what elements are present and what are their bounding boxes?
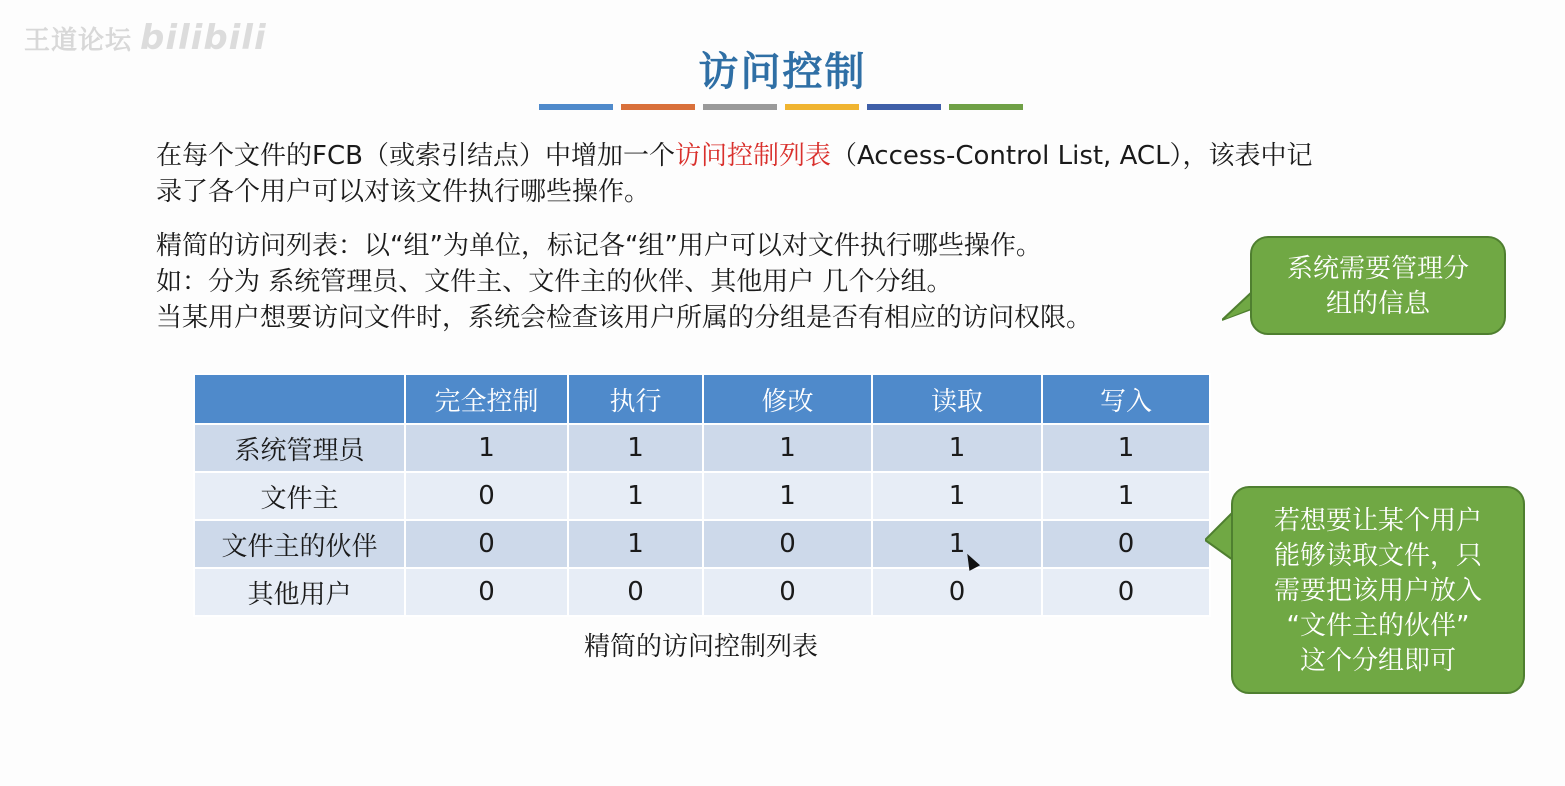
- title-bar-6: [949, 104, 1023, 110]
- callout-group-info: 系统需要管理分 组的信息: [1250, 236, 1506, 335]
- table-cell: 1: [1042, 424, 1210, 472]
- title-bar-3: [703, 104, 777, 110]
- table-cell: 1: [872, 424, 1042, 472]
- table-row: [194, 568, 1210, 616]
- table-cell: 1: [872, 520, 1042, 568]
- table-cell: 文件主的伙伴: [194, 520, 405, 568]
- table-cell: 1: [568, 472, 703, 520]
- table-caption: 精简的访问控制列表: [583, 632, 818, 662]
- table-row: [194, 424, 1210, 472]
- acl-intro-line-2: 录了各个用户可以对该文件执行哪些操作。: [156, 177, 651, 207]
- table-header-cell: 完全控制: [405, 374, 568, 424]
- simplified-acl-line-1: 精简的访问列表：以“组”为单位，标记各“组”用户可以对文件执行哪些操作。: [156, 231, 1042, 261]
- table-header-cell: 修改: [703, 374, 872, 424]
- table-cell: 1: [405, 424, 568, 472]
- table-cell: 1: [568, 520, 703, 568]
- callout-partner-group-tip: 若想要让某个用户 能够读取文件，只 需要把该用户放入 “文件主的伙伴” 这个分组即可: [1231, 486, 1525, 694]
- simplified-acl-line-3: 当某用户想要访问文件时，系统会检查该用户所属的分组是否有相应的访问权限。: [156, 303, 1093, 333]
- table-cell: 0: [1042, 568, 1210, 616]
- table-cell: 0: [568, 568, 703, 616]
- table-cell: 0: [703, 568, 872, 616]
- title-bar-4: [785, 104, 859, 110]
- table-cell: 1: [568, 424, 703, 472]
- table-cell: 0: [872, 568, 1042, 616]
- table-cell: 1: [703, 472, 872, 520]
- table-header-cell: 写入: [1042, 374, 1210, 424]
- table-cell: 0: [405, 568, 568, 616]
- acl-intro-line-1: 在每个文件的FCB（或索引结点）中增加一个访问控制列表（Access-Control List, ACL），该表中记: [156, 141, 1313, 171]
- table-cell: 0: [1042, 520, 1210, 568]
- table-row: [194, 520, 1210, 568]
- acl-highlight-term: 访问控制列表: [674, 141, 831, 171]
- table-cell: 系统管理员: [194, 424, 405, 472]
- table-cell: 1: [1042, 472, 1210, 520]
- table-header-row: [194, 374, 1210, 424]
- title-underline-bars: [539, 104, 1023, 110]
- table-cell: 1: [872, 472, 1042, 520]
- watermark-text: 王道论坛: [24, 26, 133, 56]
- acl-intro-paragraph: [156, 138, 1313, 210]
- table-cell: 其他用户: [194, 568, 405, 616]
- table-row: [194, 472, 1210, 520]
- simplified-acl-table: [193, 373, 1211, 617]
- title-bar-2: [621, 104, 695, 110]
- table-header-cell: 读取: [872, 374, 1042, 424]
- watermark-site-logo: bilibili: [140, 18, 267, 58]
- table-cell: 1: [703, 424, 872, 472]
- table-header-cell: [194, 374, 405, 424]
- table-cell: 0: [405, 472, 568, 520]
- title-bar-5: [867, 104, 941, 110]
- table-cell: 文件主: [194, 472, 405, 520]
- table-cell: 0: [703, 520, 872, 568]
- simplified-acl-line-2: 如：分为 系统管理员、文件主、文件主的伙伴、其他用户 几个分组。: [156, 267, 953, 297]
- title-bar-1: [539, 104, 613, 110]
- simplified-acl-paragraph: [156, 228, 1092, 336]
- slide-title: 访问控制: [698, 49, 867, 95]
- table-cell: 0: [405, 520, 568, 568]
- table-header-cell: 执行: [568, 374, 703, 424]
